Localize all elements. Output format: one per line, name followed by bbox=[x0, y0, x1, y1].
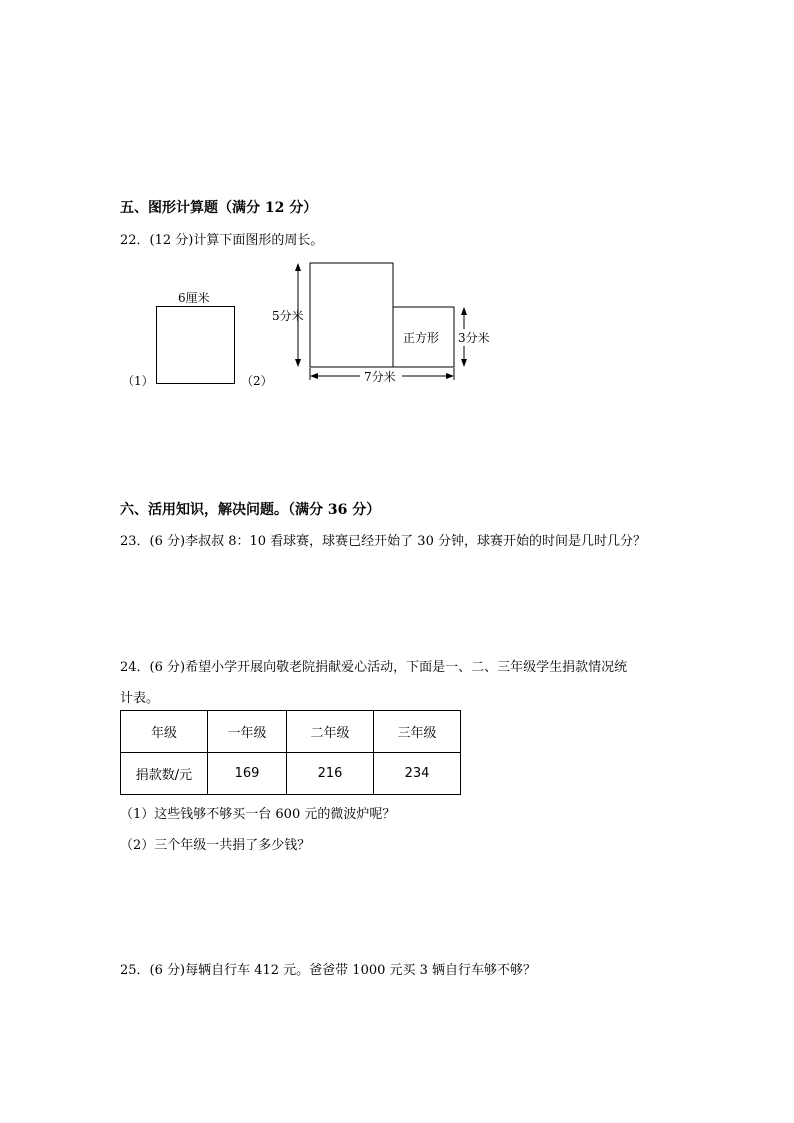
figure2-rectangle bbox=[310, 263, 393, 367]
table-cell: 169 bbox=[208, 753, 287, 795]
table-cell: 234 bbox=[374, 753, 461, 795]
question-24-line2: 计表。 bbox=[120, 691, 160, 706]
width-arrow-right bbox=[446, 373, 454, 379]
question-22: 22．(12 分)计算下面图形的周长。 bbox=[120, 233, 324, 248]
figure1-index: （1） bbox=[122, 374, 154, 388]
question-24-sub2: （2）三个年级一共捐了多少钱？ bbox=[120, 838, 311, 853]
figure2-height-label: 5分米 bbox=[272, 309, 304, 323]
square-arrow-top bbox=[461, 307, 467, 315]
table-header-row bbox=[121, 711, 461, 753]
table-row bbox=[121, 753, 461, 795]
section-5-title: 五、图形计算题（满分 12 分） bbox=[120, 200, 318, 216]
table-header-cell: 一年级 bbox=[208, 711, 287, 753]
donation-table bbox=[120, 710, 461, 795]
question-23: 23．(6 分)李叔叔 8：10 看球赛，球赛已经开始了 30 分钟，球赛开始的时间是几时几分？ bbox=[120, 534, 646, 549]
height-arrow-bottom bbox=[295, 359, 301, 367]
square-arrow-bottom bbox=[461, 359, 467, 367]
question-25: 25．(6 分)每辆自行车 412 元。爸爸带 1000 元买 3 辆自行车够不够？ bbox=[120, 963, 537, 978]
section-6-title: 六、活用知识，解决问题。（满分 36 分） bbox=[120, 502, 381, 518]
figure2-width-label: 7分米 bbox=[364, 370, 396, 384]
width-arrow-left bbox=[310, 373, 318, 379]
figure1-side-label: 6厘米 bbox=[178, 291, 210, 305]
table-cell: 捐款数/元 bbox=[121, 753, 208, 795]
figure2-index: （2） bbox=[241, 374, 273, 388]
question-24-line1: 24．(6 分)希望小学开展向敬老院捐献爱心活动，下面是一、二、三年级学生捐款情况统 bbox=[120, 660, 628, 675]
table-header-cell: 二年级 bbox=[287, 711, 374, 753]
height-arrow-top bbox=[295, 263, 301, 271]
question-24-sub1: （1）这些钱够不够买一台 600 元的微波炉呢？ bbox=[120, 807, 396, 822]
table-header-cell: 年级 bbox=[121, 711, 208, 753]
figure2-square-text: 正方形 bbox=[403, 331, 440, 345]
table-cell: 216 bbox=[287, 753, 374, 795]
figure2-square-side-label: 3分米 bbox=[458, 331, 490, 345]
table-header-cell: 三年级 bbox=[374, 711, 461, 753]
